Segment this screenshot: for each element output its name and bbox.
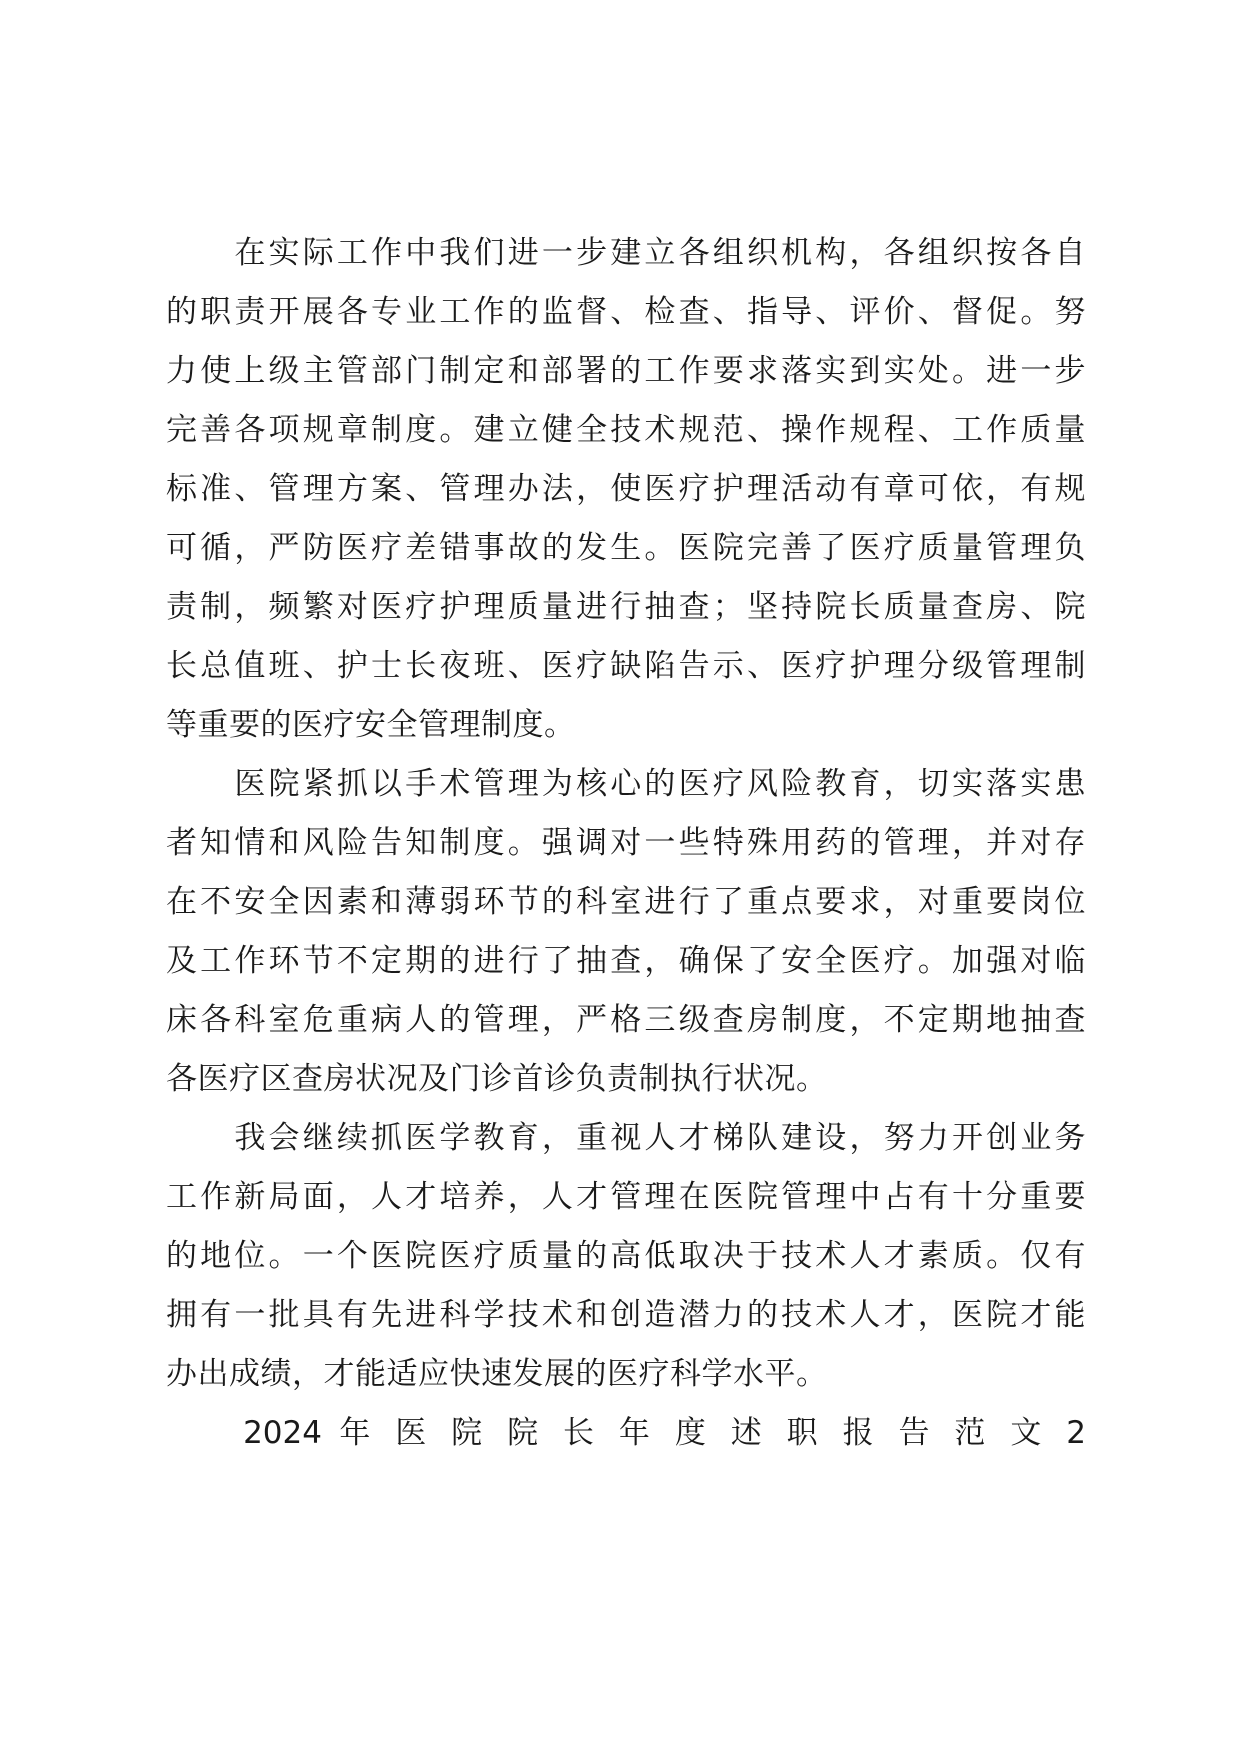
text-line: 办出成绩，才能适应快速发展的医疗科学水平。: [166, 1356, 828, 1392]
text-line: 在不安全因素和薄弱环节的科室进行了重点要求，对重要岗位: [166, 884, 1086, 920]
text-line: 等重要的医疗安全管理制度。: [166, 707, 576, 743]
text-line: 的地位。一个医院医疗质量的高低取决于技术人才素质。仅有: [166, 1238, 1086, 1274]
text-line: 责制，频繁对医疗护理质量进行抽查；坚持院长质量查房、院: [166, 589, 1086, 625]
paragraph-3: [166, 1109, 1086, 1404]
text-line: 床各科室危重病人的管理，严格三级查房制度，不定期地抽查: [166, 1002, 1086, 1038]
text-line: 医院紧抓以手术管理为核心的医疗风险教育，切实落实患: [166, 766, 1086, 802]
text-line: 标准、管理方案、管理办法，使医疗护理活动有章可依，有规: [166, 471, 1086, 507]
text-line: 完善各项规章制度。建立健全技术规范、操作规程、工作质量: [166, 412, 1086, 448]
text-line: 拥有一批具有先进科学技术和创造潜力的技术人才，医院才能: [166, 1297, 1086, 1333]
text-line: 力使上级主管部门制定和部署的工作要求落实到实处。进一步: [166, 353, 1086, 389]
text-line: 工作新局面，人才培养，人才管理在医院管理中占有十分重要: [166, 1179, 1086, 1215]
paragraph-1: [166, 224, 1086, 755]
text-line: 长总值班、护士长夜班、医疗缺陷告示、医疗护理分级管理制: [166, 648, 1086, 684]
section-heading: 2024 年 医 院 院 长 年 度 述 职 报 告 范 文 2: [166, 1415, 1086, 1451]
text-line: 者知情和风险告知制度。强调对一些特殊用药的管理，并对存: [166, 825, 1086, 861]
paragraph-2: [166, 755, 1086, 1109]
text-line: 可循，严防医疗差错事故的发生。医院完善了医疗质量管理负: [166, 530, 1086, 566]
text-line: 各医疗区查房状况及门诊首诊负责制执行状况。: [166, 1061, 828, 1097]
text-line: 的职责开展各专业工作的监督、检查、指导、评价、督促。努: [166, 294, 1086, 330]
text-line: 及工作环节不定期的进行了抽查，确保了安全医疗。加强对临: [166, 943, 1086, 979]
document-body: [166, 224, 1086, 1463]
text-line: 在实际工作中我们进一步建立各组织机构，各组织按各自: [166, 235, 1086, 271]
text-line: 我会继续抓医学教育，重视人才梯队建设，努力开创业务: [166, 1120, 1086, 1156]
